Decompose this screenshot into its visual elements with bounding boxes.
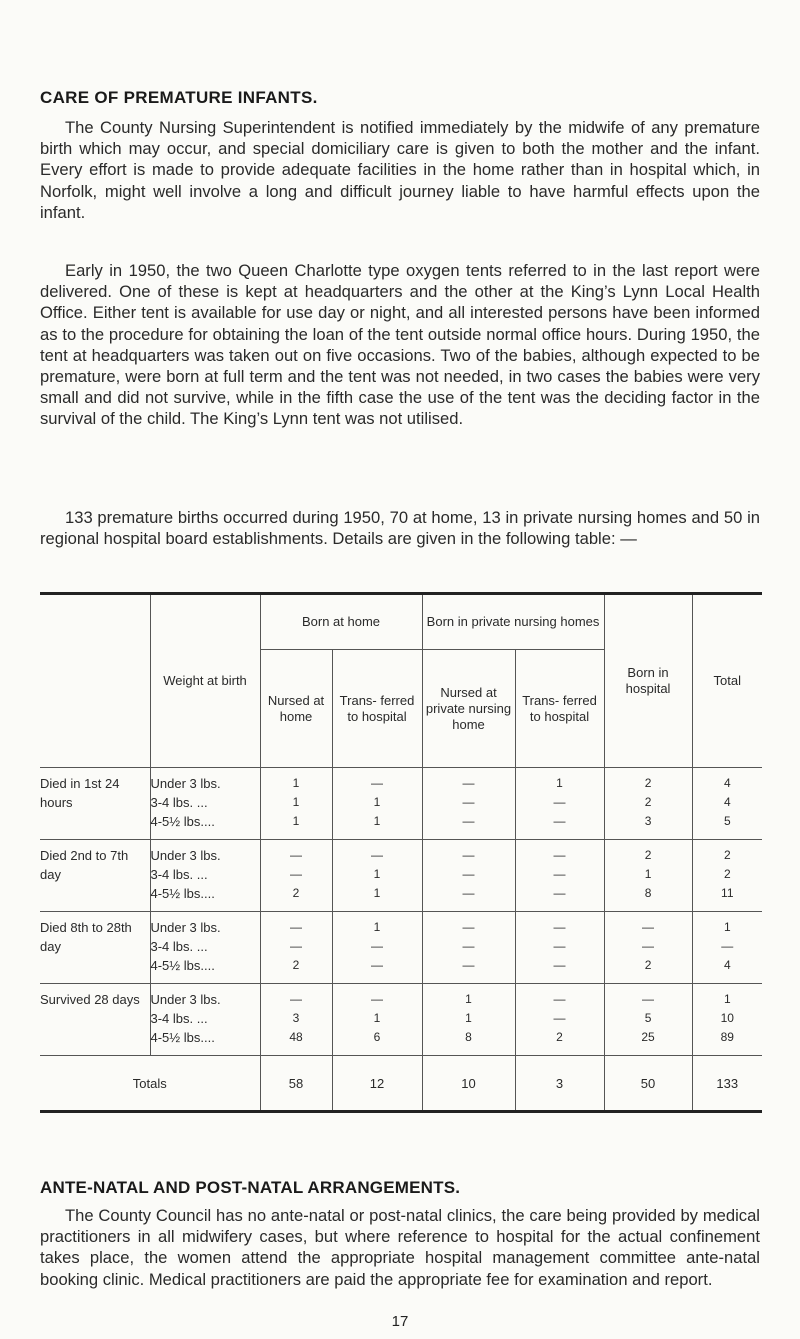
table-row	[40, 840, 762, 866]
table-cell: —	[422, 840, 515, 866]
table-cell: —	[422, 812, 515, 840]
table-cell: —	[515, 937, 604, 956]
table-cell: —	[260, 984, 332, 1010]
weight-cell: Under 3 lbs.	[150, 840, 260, 866]
table-cell: —	[332, 840, 422, 866]
table-cell: 1	[332, 912, 422, 938]
table-cell: 8	[604, 884, 692, 912]
row-category: Died in 1st 24 hours	[40, 768, 150, 840]
table-cell: 4	[692, 956, 762, 984]
table-cell: 3	[604, 812, 692, 840]
table-cell: 2	[604, 956, 692, 984]
table-cell: 48	[260, 1028, 332, 1056]
section-heading-ante-natal: ANTE-NATAL AND POST-NATAL ARRANGEMENTS.	[40, 1178, 461, 1197]
table-row	[40, 768, 762, 794]
table-cell: 2	[260, 956, 332, 984]
table-cell: 2	[260, 884, 332, 912]
table-cell: —	[515, 793, 604, 812]
weight-cell: 3-4 lbs. ...	[150, 865, 260, 884]
table-cell: 3	[260, 1009, 332, 1028]
row-category: Died 8th to 28th day	[40, 912, 150, 984]
weight-cell: 3-4 lbs. ...	[150, 937, 260, 956]
table-cell: —	[422, 884, 515, 912]
paragraph-oxygen-tents: Early in 1950, the two Queen Charlotte type oxygen tents referred to in the last report were delivered. One of these is kept at headquarters and the other at the King’s Lynn Local Health Office. Either tent is available for use day or night, and all interested persons have been informed as to the procedure for obtaining the loan of the tent outside normal office hours. During 1950, the tent at headquarters was taken out on five occasions. Two of the babies, although expected to be premature, were born at full term and the tent was not needed, in two cases the babies were very small and did not survive, while in the fifth case the use of the tent was the deciding factor in the survival of the child. The King’s Lynn tent was not utilised.	[40, 261, 760, 429]
table-cell: —	[515, 840, 604, 866]
weight-cell: 3-4 lbs. ...	[150, 1009, 260, 1028]
header-transferred-from-private: Trans- ferred to hospital	[515, 650, 604, 768]
table-row	[40, 912, 762, 938]
table-cell: 1	[260, 793, 332, 812]
weight-cell: Under 3 lbs.	[150, 984, 260, 1010]
header-born-private-nursing: Born in private nursing homes	[422, 594, 604, 650]
weight-cell: 4-5½ lbs....	[150, 1028, 260, 1056]
table-cell: —	[422, 768, 515, 794]
table-cell: 5	[692, 812, 762, 840]
row-category: Died 2nd to 7th day	[40, 840, 150, 912]
totals-label: Totals	[40, 1056, 260, 1112]
table-cell: —	[332, 768, 422, 794]
total-cell: 50	[604, 1056, 692, 1112]
table-cell: —	[260, 937, 332, 956]
table-cell: —	[422, 956, 515, 984]
paragraph-ante-natal: The County Council has no ante-natal or post-natal clinics, the care being provided by medical practitioners in all midwifery cases, but where reference to hospital for the actual confinement takes place, the women attend the appropriate hospital management committee ante-natal booking clinic. Medical practitioners are paid the appropriate fee for examination and report.	[40, 1206, 760, 1289]
table-cell: 2	[515, 1028, 604, 1056]
totals-row	[40, 1056, 762, 1112]
table-cell: —	[515, 812, 604, 840]
total-cell: 3	[515, 1056, 604, 1112]
table-cell: —	[515, 956, 604, 984]
table-cell: 1	[332, 865, 422, 884]
table-cell: —	[604, 937, 692, 956]
table-cell: —	[604, 912, 692, 938]
weight-cell: 3-4 lbs. ...	[150, 793, 260, 812]
total-cell: 133	[692, 1056, 762, 1112]
premature-births-table	[40, 592, 762, 1113]
table-cell: —	[332, 937, 422, 956]
header-total: Total	[692, 594, 762, 768]
table-cell: 1	[332, 812, 422, 840]
table-cell: 1	[692, 984, 762, 1010]
weight-cell: Under 3 lbs.	[150, 768, 260, 794]
table-cell: 2	[604, 793, 692, 812]
table-cell: 10	[692, 1009, 762, 1028]
table-cell: 1	[604, 865, 692, 884]
table-cell: 1	[692, 912, 762, 938]
table-cell: 2	[604, 768, 692, 794]
table-cell: —	[515, 865, 604, 884]
table-cell: —	[260, 912, 332, 938]
table-cell: —	[332, 956, 422, 984]
table-cell: —	[260, 840, 332, 866]
total-cell: 58	[260, 1056, 332, 1112]
table-cell: —	[422, 793, 515, 812]
table-cell: 6	[332, 1028, 422, 1056]
table-cell: 1	[422, 984, 515, 1010]
header-nursed-at-home: Nursed at home	[260, 650, 332, 768]
table-cell: 1	[422, 1009, 515, 1028]
table-cell: —	[422, 865, 515, 884]
header-weight: Weight at birth	[150, 594, 260, 768]
section-heading-premature-infants: CARE OF PREMATURE INFANTS.	[40, 88, 318, 107]
table-cell: —	[515, 912, 604, 938]
table-cell: 5	[604, 1009, 692, 1028]
header-transferred-from-home: Trans- ferred to hospital	[332, 650, 422, 768]
weight-cell: Under 3 lbs.	[150, 912, 260, 938]
table-cell: 1	[332, 793, 422, 812]
table-cell: —	[332, 984, 422, 1010]
paragraph-notification: The County Nursing Superintendent is notified immediately by the midwife of any premature birth which may occur, and special domiciliary care is given to both the mother and the infant. Every effort is made to provide adequate facilities in the home rather than in hospital which, in Norfolk, might well involve a long and difficult journey liable to have harmful effects upon the infant.	[40, 118, 760, 222]
table-cell: —	[692, 937, 762, 956]
row-category: Survived 28 days	[40, 984, 150, 1056]
table-cell: 2	[692, 840, 762, 866]
weight-cell: 4-5½ lbs....	[150, 884, 260, 912]
table-cell: 89	[692, 1028, 762, 1056]
total-cell: 12	[332, 1056, 422, 1112]
page-number: 17	[391, 1313, 409, 1330]
header-born-in-hospital: Born in hospital	[604, 594, 692, 768]
table-cell: —	[515, 1009, 604, 1028]
weight-cell: 4-5½ lbs....	[150, 956, 260, 984]
table-cell: 8	[422, 1028, 515, 1056]
table-cell: —	[515, 984, 604, 1010]
table-cell: 1	[332, 884, 422, 912]
table-row	[40, 984, 762, 1010]
table-cell: —	[422, 937, 515, 956]
total-cell: 10	[422, 1056, 515, 1112]
paragraph-premature-births: 133 premature births occurred during 1950, 70 at home, 13 in private nursing homes and 50 in regional hospital board establishments. Details are given in the following table: —	[40, 508, 760, 549]
table-cell: 1	[260, 768, 332, 794]
table-cell: 1	[515, 768, 604, 794]
table-cell: —	[515, 884, 604, 912]
weight-cell: 4-5½ lbs....	[150, 812, 260, 840]
table-cell: 25	[604, 1028, 692, 1056]
header-nursed-private: Nursed at private nursing home	[422, 650, 515, 768]
table-cell: —	[604, 984, 692, 1010]
table-cell: 1	[332, 1009, 422, 1028]
table-cell: —	[422, 912, 515, 938]
table-cell: 4	[692, 793, 762, 812]
table-cell: 2	[692, 865, 762, 884]
header-category	[40, 594, 150, 768]
table-cell: 11	[692, 884, 762, 912]
table-cell: 2	[604, 840, 692, 866]
table-cell: 1	[260, 812, 332, 840]
header-born-at-home: Born at home	[260, 594, 422, 650]
table-cell: 4	[692, 768, 762, 794]
table-cell: —	[260, 865, 332, 884]
